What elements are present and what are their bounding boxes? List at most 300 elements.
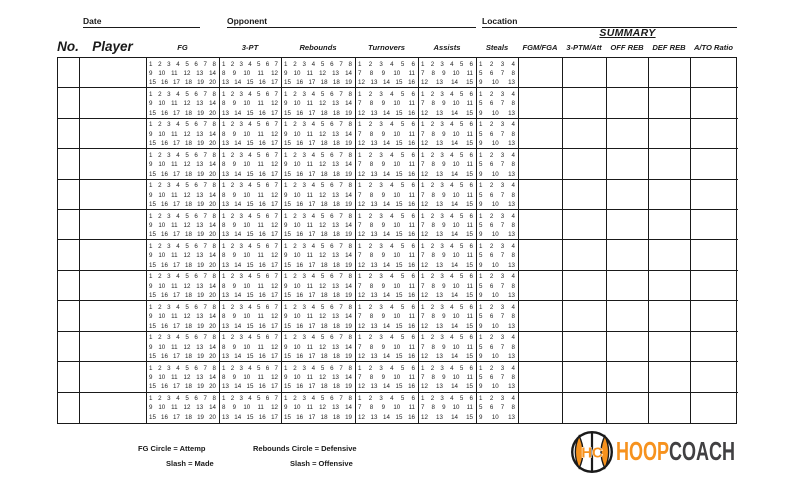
number-line: 1 2 3 4 5 6 7 8 bbox=[284, 182, 352, 190]
stat-cell-turnovers bbox=[356, 180, 419, 210]
number-line: 15 16 17 18 19 20 bbox=[149, 413, 216, 421]
number-line: 7 8 9 10 11 bbox=[421, 161, 473, 169]
blank-cell-three-ptm-att bbox=[563, 240, 607, 270]
number-line: 5 6 7 8 bbox=[479, 161, 515, 169]
number-line: 15 16 17 18 18 19 bbox=[284, 292, 352, 300]
number-line: 9 10 11 12 13 14 bbox=[149, 221, 216, 229]
stat-cell-turnovers bbox=[356, 240, 419, 270]
number-line: 1 2 3 4 5 6 bbox=[421, 273, 473, 281]
number-line: 1 2 3 4 bbox=[479, 364, 515, 372]
number-line: 7 8 9 10 11 bbox=[421, 130, 473, 138]
stat-cell-assists bbox=[419, 332, 477, 362]
number-line: 9 10 11 12 13 14 bbox=[149, 282, 216, 290]
number-line: 9 10 13 bbox=[479, 200, 515, 208]
number-line: 1 2 3 4 5 6 7 8 bbox=[149, 242, 216, 250]
number-line: 15 16 17 18 18 19 bbox=[284, 109, 352, 117]
number-line: 7 8 9 10 11 bbox=[358, 404, 415, 412]
number-line: 15 16 17 18 19 20 bbox=[149, 231, 216, 239]
number-line: 8 9 10 11 12 bbox=[222, 221, 278, 229]
stat-cell-rebounds bbox=[282, 58, 356, 88]
number-line: 1 2 3 4 bbox=[479, 151, 515, 159]
number-line: 1 2 3 4 5 6 bbox=[358, 334, 415, 342]
stat-cell-rebounds bbox=[282, 180, 356, 210]
number-line: 12 13 14 15 bbox=[421, 292, 473, 300]
number-line: 13 14 15 16 17 bbox=[222, 140, 278, 148]
opponent-label: Opponent bbox=[227, 16, 268, 26]
number-line: 1 2 3 4 5 6 bbox=[421, 395, 473, 403]
number-line: 1 2 3 4 5 6 7 bbox=[222, 121, 278, 129]
number-line: 8 9 10 11 12 bbox=[222, 404, 278, 412]
date-field bbox=[83, 13, 200, 28]
stat-cell-steals bbox=[477, 88, 519, 118]
stat-cell-fg bbox=[147, 119, 220, 149]
stat-cell-rebounds bbox=[282, 332, 356, 362]
blank-cell-def-reb bbox=[649, 240, 691, 270]
blank-cell-off-reb bbox=[607, 393, 649, 423]
stat-cell-rebounds bbox=[282, 240, 356, 270]
stat-cell-three-pt bbox=[220, 149, 282, 179]
number-line: 1 2 3 4 5 6 bbox=[421, 364, 473, 372]
stat-cell-turnovers bbox=[356, 88, 419, 118]
blank-cell-off-reb bbox=[607, 271, 649, 301]
number-line: 9 10 11 12 13 14 bbox=[284, 221, 352, 229]
number-line: 1 2 3 4 5 6 bbox=[358, 242, 415, 250]
number-line: 7 8 9 10 11 bbox=[358, 374, 415, 382]
blank-cell-player bbox=[80, 119, 147, 149]
blank-cell-player bbox=[80, 393, 147, 423]
number-line: 8 9 10 11 12 bbox=[222, 313, 278, 321]
stat-cell-assists bbox=[419, 180, 477, 210]
number-line: 1 2 3 4 5 6 7 bbox=[222, 151, 278, 159]
number-line: 9 10 13 bbox=[479, 383, 515, 391]
stat-cell-fg bbox=[147, 301, 220, 331]
number-line: 5 6 7 8 bbox=[479, 313, 515, 321]
blank-cell-three-ptm-att bbox=[563, 210, 607, 240]
legend-rebounds-defensive: Rebounds Circle = Defensive bbox=[253, 444, 357, 453]
location-field bbox=[482, 13, 737, 28]
blank-cell-player bbox=[80, 332, 147, 362]
number-line: 9 10 11 12 13 14 bbox=[284, 404, 352, 412]
blank-cell-no bbox=[58, 271, 80, 301]
number-line: 7 8 9 10 11 bbox=[421, 343, 473, 351]
stat-cell-three-pt bbox=[220, 332, 282, 362]
blank-cell-def-reb bbox=[649, 58, 691, 88]
header-turnovers: Turnovers bbox=[368, 43, 405, 52]
number-line: 12 13 14 15 16 bbox=[358, 292, 415, 300]
blank-cell-no bbox=[58, 393, 80, 423]
number-line: 13 14 15 16 17 bbox=[222, 200, 278, 208]
number-line: 8 9 10 11 12 bbox=[222, 343, 278, 351]
number-line: 1 2 3 4 5 6 7 bbox=[222, 242, 278, 250]
number-line: 7 8 9 10 11 bbox=[421, 313, 473, 321]
stat-cell-assists bbox=[419, 271, 477, 301]
stat-cell-assists bbox=[419, 149, 477, 179]
number-line: 15 16 17 18 19 20 bbox=[149, 261, 216, 269]
header-def-reb: DEF REB bbox=[652, 43, 686, 52]
stat-cell-rebounds bbox=[282, 393, 356, 423]
number-line: 1 2 3 4 5 6 bbox=[358, 273, 415, 281]
number-line: 1 2 3 4 5 6 bbox=[421, 212, 473, 220]
number-line: 1 2 3 4 5 6 7 bbox=[222, 273, 278, 281]
stat-cell-turnovers bbox=[356, 210, 419, 240]
stat-cell-fg bbox=[147, 210, 220, 240]
number-line: 1 2 3 4 5 6 7 bbox=[222, 395, 278, 403]
number-line: 9 10 11 12 13 14 bbox=[284, 69, 352, 77]
stat-cell-assists bbox=[419, 88, 477, 118]
number-line: 1 2 3 4 5 6 7 bbox=[222, 334, 278, 342]
number-line: 1 2 3 4 5 6 7 8 bbox=[149, 334, 216, 342]
blank-cell-ato-ratio bbox=[691, 393, 738, 423]
number-line: 8 9 10 11 12 bbox=[222, 161, 278, 169]
stat-cell-steals bbox=[477, 271, 519, 301]
blank-cell-ato-ratio bbox=[691, 119, 738, 149]
number-line: 9 10 11 12 13 14 bbox=[149, 130, 216, 138]
number-line: 12 13 14 15 16 bbox=[358, 322, 415, 330]
stat-cell-fg bbox=[147, 180, 220, 210]
number-line: 9 10 13 bbox=[479, 353, 515, 361]
number-line: 9 10 11 12 13 14 bbox=[149, 69, 216, 77]
number-line: 1 2 3 4 5 6 7 bbox=[222, 364, 278, 372]
stat-cell-turnovers bbox=[356, 271, 419, 301]
blank-cell-no bbox=[58, 210, 80, 240]
number-line: 9 10 11 12 13 14 bbox=[149, 191, 216, 199]
opponent-field bbox=[227, 13, 476, 28]
stat-cell-steals bbox=[477, 149, 519, 179]
blank-cell-player bbox=[80, 180, 147, 210]
number-line: 7 8 9 10 11 bbox=[358, 100, 415, 108]
number-line: 9 10 13 bbox=[479, 79, 515, 87]
header-no: No. bbox=[57, 39, 79, 54]
number-line: 8 9 10 11 12 bbox=[222, 69, 278, 77]
number-line: 12 13 14 15 bbox=[421, 231, 473, 239]
number-line: 12 13 14 15 bbox=[421, 79, 473, 87]
blank-cell-no bbox=[58, 301, 80, 331]
stat-cell-steals bbox=[477, 301, 519, 331]
stat-cell-turnovers bbox=[356, 301, 419, 331]
blank-cell-ato-ratio bbox=[691, 210, 738, 240]
blank-cell-fgm-fga bbox=[519, 362, 563, 392]
header-fgm-fga: FGM/FGA bbox=[522, 43, 558, 52]
blank-cell-def-reb bbox=[649, 88, 691, 118]
blank-cell-player bbox=[80, 149, 147, 179]
blank-cell-player bbox=[80, 88, 147, 118]
number-line: 15 16 17 18 18 19 bbox=[284, 261, 352, 269]
number-line: 1 2 3 4 5 6 7 8 bbox=[284, 212, 352, 220]
blank-cell-ato-ratio bbox=[691, 88, 738, 118]
blank-cell-three-ptm-att bbox=[563, 58, 607, 88]
number-line: 15 16 17 18 19 20 bbox=[149, 292, 216, 300]
blank-cell-fgm-fga bbox=[519, 332, 563, 362]
number-line: 12 13 14 15 bbox=[421, 170, 473, 178]
header-ato-ratio: A/TO Ratio bbox=[693, 43, 734, 52]
date-label: Date bbox=[83, 16, 102, 26]
number-line: 9 10 11 12 13 14 bbox=[284, 191, 352, 199]
stat-cell-rebounds bbox=[282, 210, 356, 240]
blank-cell-def-reb bbox=[649, 362, 691, 392]
blank-cell-def-reb bbox=[649, 301, 691, 331]
number-line: 1 2 3 4 5 6 7 8 bbox=[284, 121, 352, 129]
number-line: 13 14 15 16 17 bbox=[222, 261, 278, 269]
number-line: 1 2 3 4 5 6 bbox=[358, 212, 415, 220]
number-line: 9 10 11 12 13 14 bbox=[149, 100, 216, 108]
number-line: 1 2 3 4 5 6 7 8 bbox=[149, 182, 216, 190]
number-line: 1 2 3 4 5 6 7 8 bbox=[149, 121, 216, 129]
number-line: 9 10 11 12 13 14 bbox=[284, 313, 352, 321]
blank-cell-no bbox=[58, 240, 80, 270]
number-line: 13 14 15 16 17 bbox=[222, 292, 278, 300]
number-line: 5 6 7 8 bbox=[479, 374, 515, 382]
blank-cell-player bbox=[80, 58, 147, 88]
number-line: 12 13 14 15 16 bbox=[358, 353, 415, 361]
location-label: Location bbox=[482, 16, 518, 26]
blank-cell-three-ptm-att bbox=[563, 301, 607, 331]
blank-cell-no bbox=[58, 88, 80, 118]
number-line: 13 14 15 16 17 bbox=[222, 79, 278, 87]
blank-cell-fgm-fga bbox=[519, 149, 563, 179]
number-line: 1 2 3 4 bbox=[479, 90, 515, 98]
stat-cell-steals bbox=[477, 180, 519, 210]
stat-cell-three-pt bbox=[220, 88, 282, 118]
blank-cell-off-reb bbox=[607, 180, 649, 210]
blank-cell-def-reb bbox=[649, 210, 691, 240]
blank-cell-def-reb bbox=[649, 271, 691, 301]
stat-cell-fg bbox=[147, 240, 220, 270]
number-line: 5 6 7 8 bbox=[479, 221, 515, 229]
logo-monogram: HC bbox=[581, 445, 603, 462]
stat-cell-three-pt bbox=[220, 119, 282, 149]
number-line: 12 13 14 15 16 bbox=[358, 140, 415, 148]
summary-title: SUMMARY bbox=[599, 27, 656, 39]
stat-cell-turnovers bbox=[356, 332, 419, 362]
number-line: 1 2 3 4 5 6 7 8 bbox=[284, 273, 352, 281]
number-line: 12 13 14 15 16 bbox=[358, 200, 415, 208]
stat-cell-assists bbox=[419, 240, 477, 270]
number-line: 1 2 3 4 5 6 bbox=[421, 60, 473, 68]
stat-cell-turnovers bbox=[356, 149, 419, 179]
number-line: 9 10 11 12 13 14 bbox=[284, 100, 352, 108]
basketball-icon bbox=[569, 429, 615, 475]
number-line: 5 6 7 8 bbox=[479, 404, 515, 412]
stat-cell-rebounds bbox=[282, 362, 356, 392]
blank-cell-fgm-fga bbox=[519, 88, 563, 118]
blank-cell-ato-ratio bbox=[691, 362, 738, 392]
number-line: 1 2 3 4 5 6 7 8 bbox=[149, 303, 216, 311]
number-line: 15 16 17 18 18 19 bbox=[284, 140, 352, 148]
number-line: 7 8 9 10 11 bbox=[421, 69, 473, 77]
stat-cell-steals bbox=[477, 393, 519, 423]
number-line: 7 8 9 10 11 bbox=[421, 100, 473, 108]
stat-cell-fg bbox=[147, 393, 220, 423]
number-line: 12 13 14 15 bbox=[421, 261, 473, 269]
blank-cell-player bbox=[80, 240, 147, 270]
number-line: 13 14 15 16 17 bbox=[222, 109, 278, 117]
number-line: 1 2 3 4 5 6 7 8 bbox=[284, 364, 352, 372]
stat-cell-steals bbox=[477, 210, 519, 240]
blank-cell-ato-ratio bbox=[691, 332, 738, 362]
number-line: 5 6 7 8 bbox=[479, 69, 515, 77]
number-line: 7 8 9 10 11 bbox=[358, 221, 415, 229]
number-line: 12 13 14 15 bbox=[421, 109, 473, 117]
number-line: 1 2 3 4 bbox=[479, 182, 515, 190]
stat-cell-three-pt bbox=[220, 271, 282, 301]
number-line: 9 10 11 12 13 14 bbox=[284, 161, 352, 169]
blank-cell-player bbox=[80, 362, 147, 392]
stat-sheet-table bbox=[57, 57, 737, 424]
hoopcoach-logo bbox=[569, 429, 781, 475]
blank-cell-off-reb bbox=[607, 210, 649, 240]
header-off-reb: OFF REB bbox=[610, 43, 644, 52]
number-line: 1 2 3 4 bbox=[479, 334, 515, 342]
number-line: 1 2 3 4 5 6 7 bbox=[222, 90, 278, 98]
stat-cell-rebounds bbox=[282, 149, 356, 179]
stat-cell-fg bbox=[147, 332, 220, 362]
number-line: 12 13 14 15 16 bbox=[358, 109, 415, 117]
header-three-pt: 3-PT bbox=[241, 43, 259, 52]
stat-cell-fg bbox=[147, 88, 220, 118]
logo-wordmark bbox=[616, 429, 735, 476]
number-line: 9 10 13 bbox=[479, 292, 515, 300]
number-line: 5 6 7 8 bbox=[479, 191, 515, 199]
blank-cell-three-ptm-att bbox=[563, 119, 607, 149]
stat-cell-rebounds bbox=[282, 119, 356, 149]
number-line: 8 9 10 11 12 bbox=[222, 130, 278, 138]
number-line: 7 8 9 10 11 bbox=[358, 69, 415, 77]
number-line: 9 10 11 12 13 14 bbox=[284, 130, 352, 138]
stat-cell-turnovers bbox=[356, 393, 419, 423]
stat-cell-three-pt bbox=[220, 240, 282, 270]
stat-cell-turnovers bbox=[356, 362, 419, 392]
number-line: 1 2 3 4 5 6 7 bbox=[222, 303, 278, 311]
number-line: 9 10 11 12 13 14 bbox=[284, 252, 352, 260]
number-line: 13 14 15 16 17 bbox=[222, 322, 278, 330]
number-line: 9 10 11 12 13 14 bbox=[149, 404, 216, 412]
number-line: 12 13 14 15 bbox=[421, 413, 473, 421]
blank-cell-off-reb bbox=[607, 119, 649, 149]
blank-cell-fgm-fga bbox=[519, 271, 563, 301]
number-line: 9 10 11 12 13 14 bbox=[149, 313, 216, 321]
number-line: 1 2 3 4 bbox=[479, 121, 515, 129]
number-line: 9 10 13 bbox=[479, 140, 515, 148]
blank-cell-off-reb bbox=[607, 149, 649, 179]
stat-cell-three-pt bbox=[220, 362, 282, 392]
blank-cell-fgm-fga bbox=[519, 58, 563, 88]
blank-cell-off-reb bbox=[607, 58, 649, 88]
stat-cell-three-pt bbox=[220, 301, 282, 331]
legend-fg-attempt: FG Circle = Attemp bbox=[138, 444, 206, 453]
number-line: 1 2 3 4 5 6 7 8 bbox=[284, 60, 352, 68]
number-line: 12 13 14 15 bbox=[421, 140, 473, 148]
blank-cell-off-reb bbox=[607, 332, 649, 362]
logo-text-coach: COACH bbox=[669, 437, 736, 467]
stat-cell-fg bbox=[147, 362, 220, 392]
number-line: 12 13 14 15 16 bbox=[358, 170, 415, 178]
number-line: 15 16 17 18 19 20 bbox=[149, 200, 216, 208]
number-line: 12 13 14 15 16 bbox=[358, 383, 415, 391]
number-line: 9 10 13 bbox=[479, 322, 515, 330]
number-line: 1 2 3 4 bbox=[479, 212, 515, 220]
number-line: 12 13 14 15 bbox=[421, 383, 473, 391]
number-line: 12 13 14 15 16 bbox=[358, 261, 415, 269]
number-line: 12 13 14 15 16 bbox=[358, 413, 415, 421]
number-line: 15 16 17 18 18 19 bbox=[284, 353, 352, 361]
number-line: 1 2 3 4 bbox=[479, 60, 515, 68]
blank-cell-three-ptm-att bbox=[563, 393, 607, 423]
blank-cell-fgm-fga bbox=[519, 240, 563, 270]
blank-cell-off-reb bbox=[607, 301, 649, 331]
number-line: 7 8 9 10 11 bbox=[358, 130, 415, 138]
stat-cell-fg bbox=[147, 58, 220, 88]
blank-cell-no bbox=[58, 362, 80, 392]
number-line: 7 8 9 10 11 bbox=[358, 252, 415, 260]
number-line: 9 10 11 12 13 14 bbox=[149, 161, 216, 169]
number-line: 8 9 10 11 12 bbox=[222, 100, 278, 108]
stat-cell-rebounds bbox=[282, 301, 356, 331]
number-line: 12 13 14 15 bbox=[421, 353, 473, 361]
number-line: 5 6 7 8 bbox=[479, 100, 515, 108]
number-line: 15 16 17 18 19 20 bbox=[149, 322, 216, 330]
blank-cell-ato-ratio bbox=[691, 271, 738, 301]
number-line: 9 10 11 12 13 14 bbox=[149, 252, 216, 260]
number-line: 15 16 17 18 18 19 bbox=[284, 413, 352, 421]
number-line: 15 16 17 18 18 19 bbox=[284, 170, 352, 178]
legend-fg-made: Slash = Made bbox=[166, 459, 214, 468]
number-line: 1 2 3 4 5 6 7 8 bbox=[284, 151, 352, 159]
stat-cell-three-pt bbox=[220, 58, 282, 88]
number-line: 9 10 11 12 13 14 bbox=[284, 282, 352, 290]
blank-cell-three-ptm-att bbox=[563, 362, 607, 392]
number-line: 1 2 3 4 bbox=[479, 273, 515, 281]
number-line: 1 2 3 4 5 6 7 8 bbox=[149, 151, 216, 159]
number-line: 15 16 17 18 19 20 bbox=[149, 109, 216, 117]
header-three-ptm-att: 3-PTM/Att bbox=[566, 43, 602, 52]
blank-cell-player bbox=[80, 210, 147, 240]
number-line: 12 13 14 15 bbox=[421, 322, 473, 330]
stat-cell-fg bbox=[147, 149, 220, 179]
number-line: 15 16 17 18 18 19 bbox=[284, 79, 352, 87]
number-line: 9 10 11 12 13 14 bbox=[284, 374, 352, 382]
stat-cell-steals bbox=[477, 240, 519, 270]
stat-cell-assists bbox=[419, 210, 477, 240]
number-line: 7 8 9 10 11 bbox=[421, 191, 473, 199]
stat-cell-steals bbox=[477, 58, 519, 88]
stat-cell-turnovers bbox=[356, 119, 419, 149]
blank-cell-def-reb bbox=[649, 119, 691, 149]
number-line: 1 2 3 4 5 6 bbox=[421, 303, 473, 311]
number-line: 15 16 17 18 19 20 bbox=[149, 383, 216, 391]
number-line: 7 8 9 10 11 bbox=[421, 374, 473, 382]
number-line: 1 2 3 4 5 6 bbox=[358, 395, 415, 403]
number-line: 1 2 3 4 5 6 7 8 bbox=[149, 364, 216, 372]
number-line: 7 8 9 10 11 bbox=[421, 404, 473, 412]
blank-cell-off-reb bbox=[607, 240, 649, 270]
number-line: 1 2 3 4 5 6 7 8 bbox=[149, 60, 216, 68]
number-line: 1 2 3 4 5 6 7 8 bbox=[284, 242, 352, 250]
blank-cell-off-reb bbox=[607, 362, 649, 392]
number-line: 7 8 9 10 11 bbox=[358, 161, 415, 169]
number-line: 13 14 15 16 17 bbox=[222, 353, 278, 361]
number-line: 5 6 7 8 bbox=[479, 343, 515, 351]
number-line: 1 2 3 4 5 6 7 8 bbox=[284, 395, 352, 403]
number-line: 7 8 9 10 11 bbox=[358, 282, 415, 290]
stat-cell-assists bbox=[419, 119, 477, 149]
blank-cell-three-ptm-att bbox=[563, 271, 607, 301]
blank-cell-fgm-fga bbox=[519, 301, 563, 331]
number-line: 8 9 10 11 12 bbox=[222, 282, 278, 290]
number-line: 5 6 7 8 bbox=[479, 252, 515, 260]
stat-cell-rebounds bbox=[282, 271, 356, 301]
blank-cell-def-reb bbox=[649, 149, 691, 179]
number-line: 15 16 17 18 18 19 bbox=[284, 200, 352, 208]
